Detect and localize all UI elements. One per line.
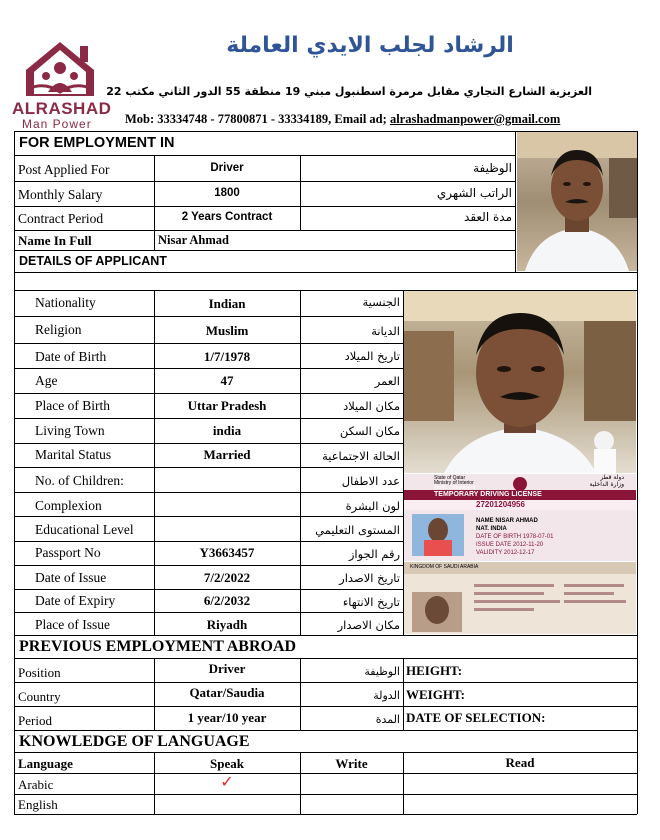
row-label-arabic: الوظيفة: [473, 161, 512, 175]
full-name-value: Nisar Ahmad: [158, 233, 229, 247]
row-label: Educational Level: [35, 522, 134, 537]
row-label-arabic: تاريخ الميلاد: [344, 349, 400, 363]
row-value: Qatar/Saudia: [189, 685, 265, 700]
row-label: Monthly Salary: [18, 187, 103, 202]
row-label: Date of Issue: [35, 570, 107, 585]
height-label: HEIGHT:: [406, 663, 463, 678]
email-link[interactable]: alrashadmanpower@gmail.com: [389, 112, 561, 126]
license-state-arabic: دولة قطر: [600, 474, 624, 481]
license-state: State of Qatar: [434, 475, 466, 481]
row-value: Y3663457: [199, 545, 255, 560]
speak-col-header: Speak: [210, 756, 244, 771]
row-value: 6/2/2032: [203, 593, 251, 608]
row-value: india: [212, 423, 242, 438]
row-label: Living Town: [35, 423, 105, 438]
row-value: Driver: [208, 661, 246, 676]
row-value: Muslim: [205, 323, 249, 338]
row-label: Marital Status: [35, 447, 112, 462]
row-label: Religion: [35, 322, 82, 337]
saudi-id-image: [404, 562, 636, 634]
row-value: 1 year/10 year: [187, 710, 267, 725]
license-number: 27201204956: [476, 500, 525, 509]
section-heading-applicant: DETAILS OF APPLICANT: [19, 254, 167, 268]
row-label-arabic: الحالة الاجتماعية: [322, 449, 400, 463]
row-label: Position: [18, 665, 61, 680]
row-label-arabic: المستوى التعليمي: [315, 523, 400, 537]
row-label: Place of Issue: [35, 617, 110, 632]
row-label: Age: [35, 373, 58, 388]
logo: [10, 38, 110, 130]
row-label-arabic: المدة: [375, 713, 400, 726]
house-people-icon: [10, 38, 110, 98]
driving-license-image: [404, 474, 636, 561]
row-label-arabic: مكان الميلاد: [343, 399, 400, 413]
row-value: 1/7/1978: [203, 349, 251, 364]
contact-phones: Mob: 33334748 - 77800871 - 33334189, Email ad;: [125, 112, 390, 126]
saudi-card-heading: KINGDOM OF SAUDI ARABIA: [410, 564, 479, 570]
agency-address-arabic: العزيزية الشارع التجاري مقابل مرمرة اسطنبول مبني 19 منطقة 55 الدور الثاني مكتب 22: [106, 85, 592, 98]
read-col-header: Read: [505, 755, 535, 770]
row-label-arabic: لون البشرة: [345, 499, 400, 513]
row-label: No. of Children:: [35, 473, 124, 488]
license-ministry: Ministry of Interior: [434, 480, 474, 486]
section-heading-language: KNOWLEDGE OF LANGUAGE: [19, 733, 250, 750]
row-label: Passport No: [35, 545, 101, 560]
row-label-arabic: العمر: [374, 374, 400, 388]
language-name: Arabic: [18, 777, 54, 792]
applicant-photo-small: [517, 132, 637, 271]
weight-label: WEIGHT:: [406, 687, 465, 702]
license-nationality: NAT. INDIA: [476, 526, 507, 532]
license-dob: DATE OF BIRTH 1978-07-01: [476, 534, 554, 540]
row-label-arabic: تاريخ الانتهاء: [342, 595, 400, 609]
full-name-label: Name In Full: [18, 233, 92, 248]
logo-subtitle: Man Power: [22, 117, 92, 131]
row-label-arabic: الجنسية: [362, 295, 400, 309]
row-value: Uttar Pradesh: [187, 398, 267, 413]
license-name: NAME NISAR AHMAD: [476, 518, 538, 524]
row-label-arabic: مكان السكن: [339, 424, 400, 438]
license-title: TEMPORARY DRIVING LICENSE: [434, 491, 542, 498]
contact-line: [125, 113, 560, 126]
row-label: Complexion: [35, 498, 102, 513]
applicant-photo-large: [404, 291, 636, 473]
row-value: Riyadh: [206, 617, 248, 632]
row-label-arabic: تاريخ الاصدار: [339, 571, 400, 585]
row-label-arabic: مدة العقد: [464, 210, 512, 224]
row-value: Married: [203, 447, 251, 462]
license-issue: ISSUE DATE 2012-11-20: [476, 542, 544, 548]
row-label: Date of Expiry: [35, 593, 116, 608]
language-name: English: [18, 797, 58, 812]
date-of-selection-label: DATE OF SELECTION:: [406, 710, 546, 725]
row-value: 1800: [214, 187, 240, 199]
language-col-header: Language: [18, 756, 73, 771]
row-label-arabic: رقم الجواز: [348, 547, 400, 561]
row-label: Contract Period: [18, 211, 104, 226]
row-value: 2 Years Contract: [181, 211, 273, 223]
row-label-arabic: مكان الاصدار: [337, 618, 400, 632]
write-col-header: Write: [335, 756, 368, 771]
logo-name: ALRASHAD: [12, 99, 112, 118]
row-value: Indian: [208, 296, 246, 311]
row-value: 7/2/2022: [203, 570, 251, 585]
row-value: Driver: [210, 162, 244, 174]
license-department: Traffic Department: [434, 485, 476, 491]
row-value: 47: [220, 373, 234, 388]
row-label: Date of Birth: [35, 349, 107, 364]
row-label-arabic: الديانة: [371, 324, 400, 338]
section-heading-employment: FOR EMPLOYMENT IN: [19, 135, 175, 151]
license-ministry-arabic: وزارة الداخلية: [589, 481, 624, 488]
section-heading-previous: PREVIOUS EMPLOYMENT ABROAD: [19, 638, 297, 655]
row-label-arabic: الراتب الشهري: [436, 186, 512, 200]
row-label: Period: [18, 713, 52, 728]
row-label-arabic: الدولة: [373, 689, 400, 702]
agency-title-arabic: الرشاد لجلب الايدي العاملة: [226, 33, 514, 58]
row-label-arabic: عدد الاطفال: [341, 474, 400, 488]
license-validity: VALIDITY 2012-12-17: [476, 550, 535, 556]
row-label: Nationality: [35, 295, 96, 310]
row-label: Country: [18, 689, 61, 704]
row-label: Post Applied For: [18, 162, 110, 177]
row-label-arabic: الوظيفة: [364, 665, 400, 678]
speak-check-icon: ✓: [220, 774, 234, 791]
row-label: Place of Birth: [35, 398, 110, 413]
